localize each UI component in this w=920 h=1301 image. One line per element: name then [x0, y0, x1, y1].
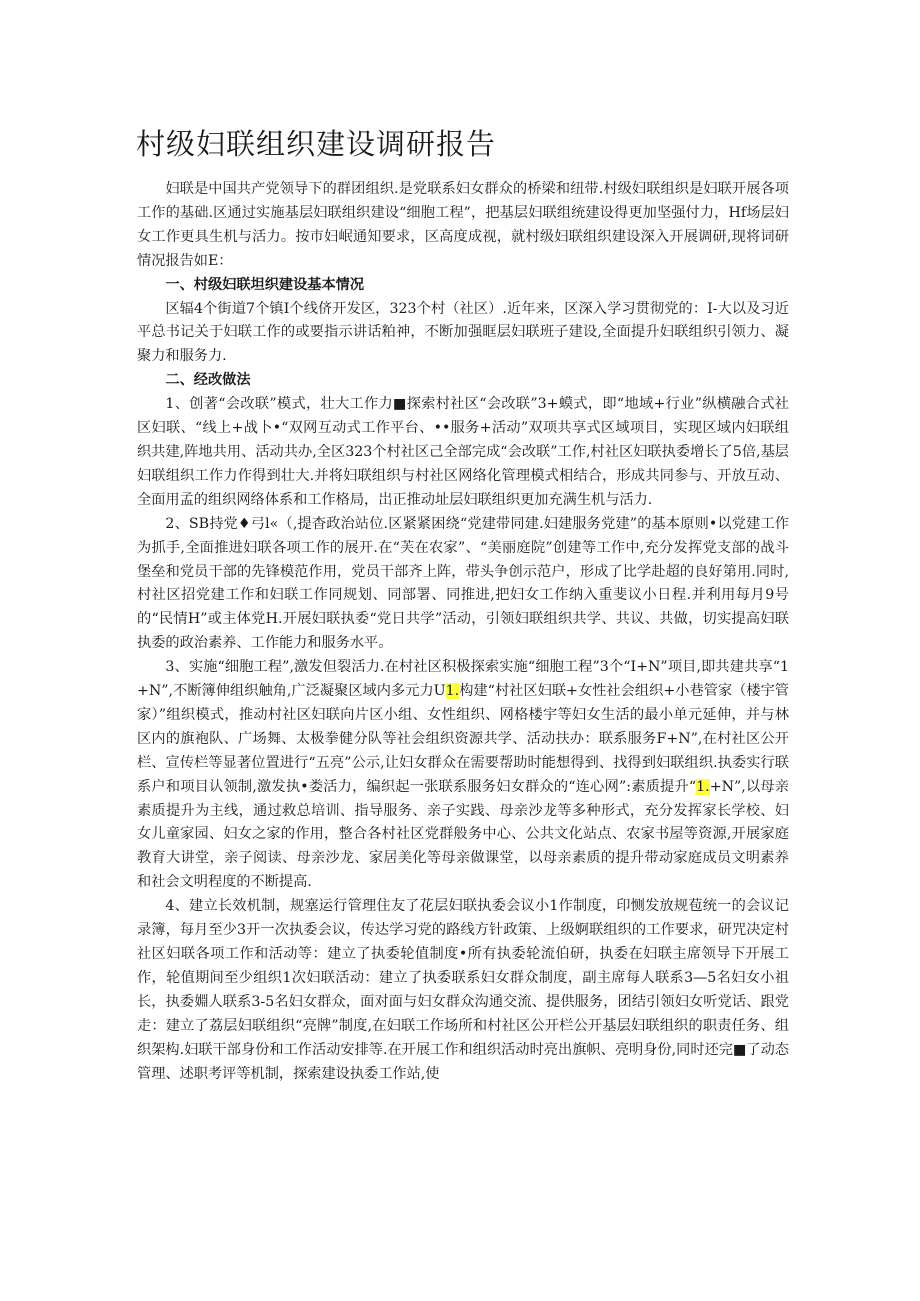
intro-paragraph: 妇联是中国共产党领导下的群团组织.是党联系妇女群众的桥梁和纽带.村级妇联组织是妇联开展各项工作的基础.区通过实施基层妇联组织建设“细胞工程”，把基层妇联组统建设得更加坚强付力，Hf场层妇女工作更具生机与活力。按市妇岷通知要求，区高度成视，就村级妇联组织建设深入开展调研,现将词研情况报告如E： [137, 181, 789, 269]
section-heading-practices: 二、经改做法 [165, 372, 251, 389]
highlighted-text: 1. [445, 683, 460, 700]
document-body [137, 178, 789, 1086]
practice-paragraph-1: 1、创著“会改联”模式，壮大工作力■探索村社区“会改联”3+蟆式，即“地域+行业”纵横融合式社区妇联、“线上+战卜•“双网互动式工作平台、••服务+活动”双项共享式区域项目，实现区域内妇联组织共建,阵地共用、活动共办,全区323个村社区己全部完成“会改联”工作,村社区妇联执委增长了5倍,基层妇联组织工作力作得到壮大.并将妇联组织与村社区网络化管理模式相结合，形成共同参与、开放互动、全面用孟的组织网络体系和工作格局，岀正推动址层妇联组织更加充满生机与活力. [137, 396, 789, 508]
practice-paragraph-3: 3、实施“细胞工程”,激发但裂活力.在村社区积极探索实施“细胞工程”3个“I+N”项目,即共建共享“1+N”,不断簿伸组织触角,广泛凝聚区域内多元力U1.构建“村社区妇联+女性社会组织+小巷管家（楼宇管家）”组织模式，推动村社区妇联向片区小组、女性组织、网格楼宇等妇女生活的最小单元延伸，并与林区内的旗袍队、广场舞、太极拳健分队等社会组织资源共学、活动扶办：联系服务F+N”,在村社区公开栏、宣传栏等显著位置进行“五亮”公示,让妇女群众在需要帮助时能想得到、找得到妇联组织.执委实行联系户和项目认领制,激发执•娄活力，编织起一张联系服务妇女群众的“连心网”:素质提升“1.+N”,以母亲素质提升为主线，通过救总培训、指导服务、亲子实践、母亲沙龙等多种形式，充分发挥家长学校、妇女儿童家园、妇女之家的作用，整合各村社区党群般务中心、公共文化站点、农家书屋等资源,开展家庭教育大讲堂，亲子阅读、母亲沙龙、家居美化等母亲做课堂，以母亲素质的提升带动家庭成员文明素养和社会文明程度的不断提高. [137, 659, 789, 891]
practice-paragraph-4: 4、建立长效机制，规塞运行管理住友了花层妇联执委会议小1作制度，印恻发放规苞统一的会议记录簿，每月至少3开一次执委会议，传达学习党的路线方针政策、上级婀联组织的工作要求，研咒决定村社区妇联各项工作和活动等：建立了执委轮值制度•所有执委轮流伯研，执委在妇联主席领导下开展工作，轮值期间至少组织1次妇联活动：建立了执委联系妇女群众制度，副主席每人联系3—5名妇女小祖长，执委婣人联系3-5名妇女群众，面对面与妇女群众沟通交流、提供服务，团结引领妇女听党话、跟党走：建立了荔层妇联组织“亮牌”制度,在妇联工作场所和村社区公开栏公开基层妇联组织的职责任务、组织架构.妇联干部身份和工作活动安排等.在开展工作和组织活动时亮出旗帜、亮明身份,同时还完■了动态管理、述职考评等机制，探索建设执委工作站,使 [137, 898, 789, 1082]
basic-situation-paragraph: 区辐4个街道7个镇I个线侪开发区，323个村（社区）.近年来，区深入学习贯彻党的：I-大以及习近平总书记关于妇联工作的或要指示讲话粕神，不断加强眶层妇联班子建设,全面提升妇联组织引领力、凝聚力和服务力. [137, 300, 789, 365]
document-title: 村级妇联组织建设调研报告 [136, 127, 497, 161]
highlighted-text: 1. [696, 778, 710, 795]
section-heading-basic-situation: 一、村级妇联坦织建设基本情况 [165, 276, 365, 293]
practice-paragraph-2: 2、SB持党♦弓l«（,提杳政治站位.区紧紧困绕“党建带同建.妇建服务党建”的基本原则•以党建工作为抓手,全面推进妇联各项工作的展开.在“芙在农家”、“美丽庭院”创建等工作中,充分发挥党支部的战斗堡垒和党员干部的先锋模范作用，党员干部齐上阵，带头争创示范户，形成了比学赴超的良好第用.同时,村社区招党建工作和妇联工作同规划、同部署、同推进,把妇女工作纳入重斐议小日程.并利用每月9号的“民情H”或主体党H.开展妇联执委“党日共学”活动，引领妇联组织共学、共议、共做，切实提高妇联执委的政治素养、工作能力和服务水平。 [137, 515, 789, 652]
